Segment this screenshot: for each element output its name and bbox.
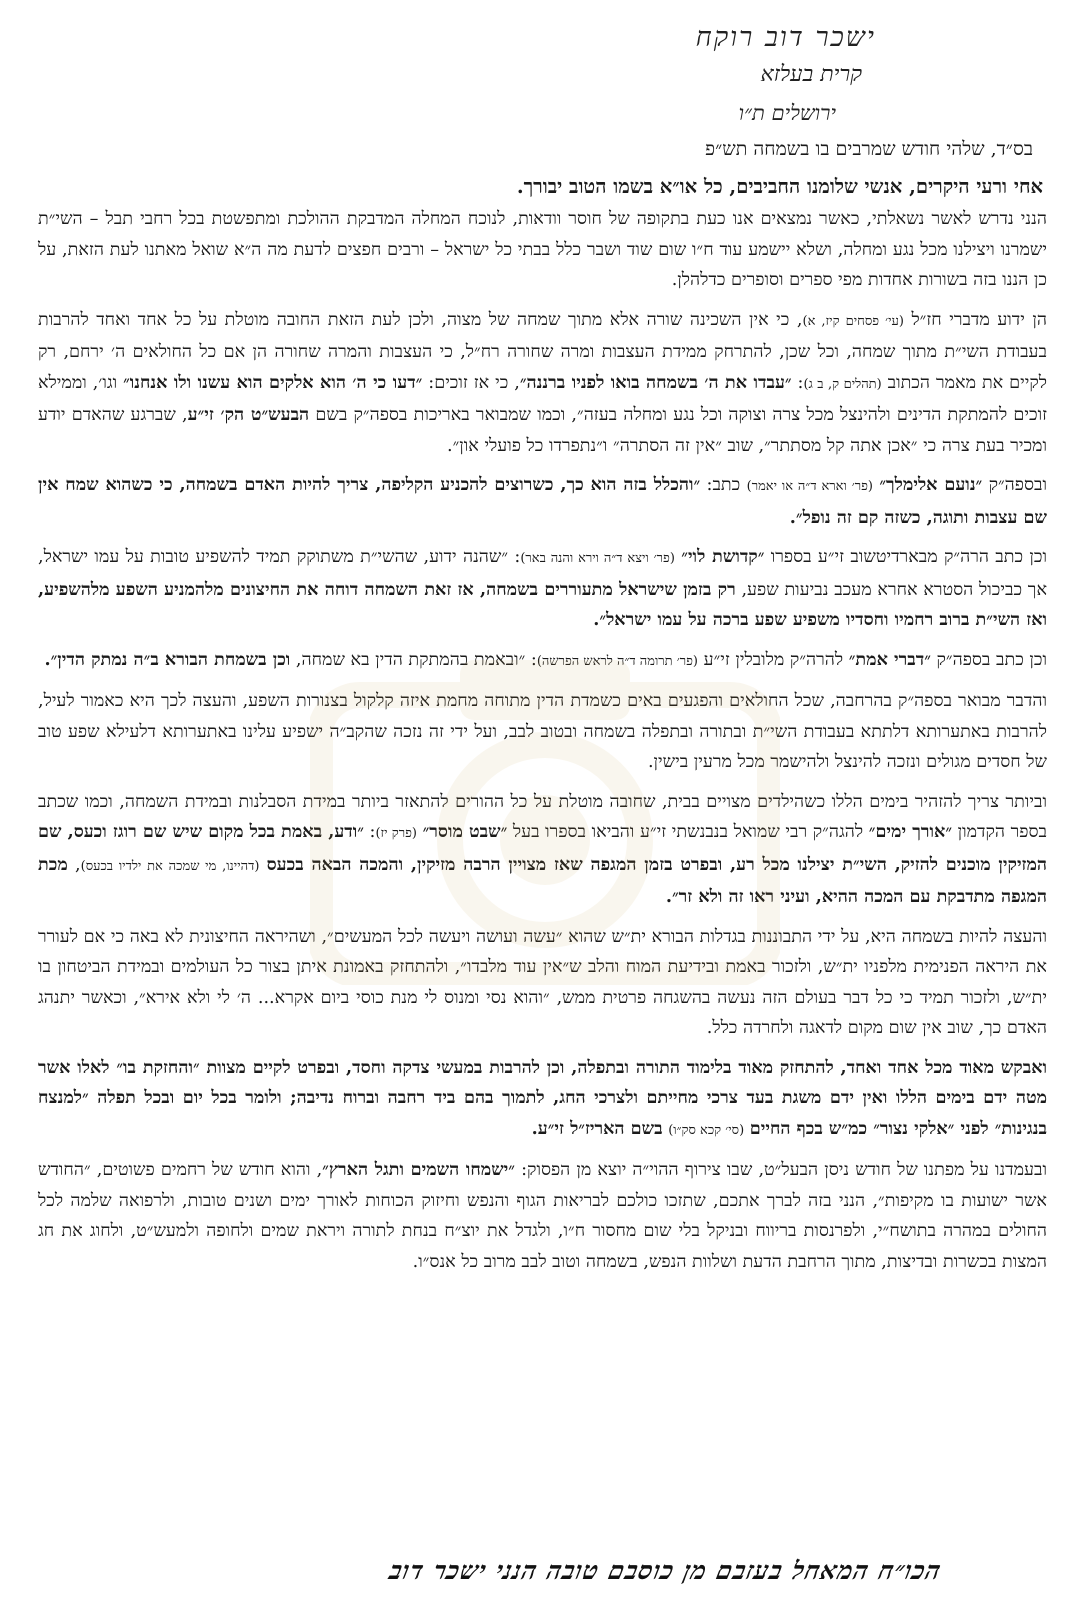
paragraph-text: להגה״ק רבי שמואל בנבנשתי זי״ע והביאו בספרו בעל bbox=[507, 822, 869, 842]
paragraph-text: הנני נדרש לאשר נשאלתי, כאשר נמצאים אנו כעת בתקופה של חוסר וודאות, לנוכח המחלה המדבקת ההולכת ומתפשטת בכל רחבי תבל – השי״ת ישמרנו ויצילנו מכל נגע ומחלה, ושלא יישמע עוד ח״ו שום שוד ושבר כלל בבתי כל ישראל – ורבים חפצים לדעת מה ה״א שואל מאתנו לעת הזאת, על כן הננו בזה בשורות אחדות מפי ספרים וסופרים כדלהלן. bbox=[38, 209, 1047, 290]
paragraph-text: , bbox=[67, 854, 81, 875]
bold-text: בשם האריז״ל זי״ע. bbox=[531, 1117, 663, 1139]
citation-text: (פרק יז) bbox=[375, 826, 417, 841]
bold-text: ״אורך ימים״ bbox=[868, 821, 952, 842]
letter-body bbox=[38, 204, 1047, 1286]
citation-text: (פר׳ וארא ד״ה או יאמר) bbox=[746, 479, 873, 494]
paragraph-text: : ״ובאמת בהמתקת הדין בא שמחה, bbox=[290, 649, 537, 670]
bold-text: ״שבט מוסר״ bbox=[422, 821, 508, 842]
paragraph-text: כתב: bbox=[700, 475, 747, 495]
signature: הכו״ח המאחל בעזבם מן כוסבם טובה הנני ישכר דוב bbox=[386, 1556, 945, 1585]
bold-text: ״קדושת לוי״ bbox=[681, 546, 765, 567]
paragraph-text: , שברגע שהאדם יודע ומכיר בעת צרה כי ״אכן אתה קל מסתתר״, שוב ״אין זה הסתרה״ ו״נתפרדו כל פועלי און״. bbox=[38, 405, 1047, 456]
bold-text: וכן בשמחת הבורא ב״ה נמתק הדין״. bbox=[44, 648, 291, 670]
bold-text: ״נועם אלימלך״ bbox=[879, 474, 983, 495]
letterhead bbox=[696, 22, 876, 126]
paragraph-text: , כי אז זוכים: bbox=[422, 372, 520, 393]
bold-text: ״דברי אמת״ bbox=[848, 648, 931, 670]
paragraph-text: ובספה״ק bbox=[982, 475, 1048, 495]
bold-text: ״ישמחו השמים ותגל הארץ״ bbox=[322, 1159, 515, 1180]
body-paragraph bbox=[38, 645, 1047, 678]
bold-text: מכת המגפה מתדבקת עם המכה ההיא, ועיני ראו זה ולא זר״. bbox=[38, 853, 1047, 907]
greeting: אחי ורעי היקרים, אנשי שלומנו החביבים, כל או״א בשמו הטוב יבורך. bbox=[516, 175, 1043, 198]
letterhead-city: ירושלים ת״ו bbox=[738, 100, 836, 125]
paragraph-text: , כי אין השכינה שורה אלא מתוך שמחה של מצוה, ולכן לעת הזאת החובה מוטלת על כל אחד ואחד להרבות בעבודת השי״ת מתוך שמחה, וכל שכן, להתרחק ממידת העצבות ומרה שחורה רח״ל, כי העצבות והמרה שחורה הן אם כל החולאים ה׳ ירחם, רק לקיים את מאמר הכתוב bbox=[38, 309, 1048, 393]
bold-text: ״והכלל בזה הוא כך, כשרוצים להכניע הקליפה, צריך להיות האדם בשמחה, כי כשהוא שמח אין שם עצבות ותוגה, כשזה קם זה נופל״. bbox=[38, 474, 1047, 528]
body-paragraph bbox=[38, 686, 1047, 778]
dateline: בס״ד, שלהי חודש שמרבים בו בשמחה תש״פ bbox=[705, 138, 1033, 160]
letterhead-name: ישכר דוב רוקח bbox=[695, 22, 876, 53]
body-paragraph bbox=[38, 542, 1047, 636]
body-paragraph bbox=[38, 305, 1047, 462]
paragraph-text: : bbox=[363, 822, 376, 842]
paragraph-text: : bbox=[791, 372, 804, 393]
paragraph-text: ובעמדנו על מפתנו של חודש ניסן הבעל״ט, שבו צירוף ההוי״ה יוצא מן הפסוק: bbox=[514, 1160, 1047, 1180]
bold-text: ״עבדו את ה׳ בשמחה בואו לפניו ברננה״ bbox=[519, 371, 792, 393]
citation-text: (עי׳ פסחים קיז, א) bbox=[802, 313, 904, 329]
body-paragraph bbox=[38, 1053, 1047, 1147]
paragraph-text: הן ידוע מדברי חז״ל bbox=[903, 309, 1047, 330]
body-paragraph bbox=[38, 1155, 1047, 1277]
paragraph-text: והדבר מבואר בספה״ק בהרחבה, שכל החולאים והפגעים באים כשמדת הדין מתוחה מחמת איזה קלקול בצנורות השפע, והעצה לכך היא כאמור לעיל, להרבות באתערותא דלתתא בעבודת השי״ת ובתורה ובתפלה בשמחה ובטוב לבב, ועל ידי זה נזכה שהקב״ה ישפיע עלינו באתערותא דלעילא שפע טוב של חסדים מגולים ונזכה להינצל ולהישמר מכל מרעין בישין. bbox=[38, 691, 1047, 772]
body-paragraph bbox=[38, 922, 1047, 1044]
citation-text: (תהלים ק, ב ג) bbox=[803, 376, 882, 392]
bold-text: רק בזמן שישראל מתעוררים בשמחה, אז זאת השמחה דוחה את החיצונים מלהמניע השפע מלהשפיע, ואז השי״ת ברוב רחמיו וחסדיו משפיע שפע ברכה על עמו ישראל״. bbox=[38, 578, 1047, 630]
paragraph-text: וביותר צריך להזהיר בימים הללו כשהילדים מצויים בבית, שחובה מוטלת על כל ההורים להתאזר ביותר במידת הסבלנות ובמידת השמחה, וכמו שכתב בספר הקדמון bbox=[38, 791, 1047, 842]
paragraph-text: וגו׳, וממילא זוכים להמתקת הדינים ולהינצל מכל צרה וצוקה וכל נגע ומחלה בעזה״, וכמו שמבואר באריכות בספה״ק בשם bbox=[38, 372, 1047, 425]
bold-text: ״ודע, באמת בכל מקום שיש שם רוגז וכעס, שם המזיקין מוכנים להזיק, השי״ת יצילנו מכל רע, ובפרט בזמן המגפה שאז מצויין הרבה מזיקין, והמכה הבאה בכעס bbox=[38, 821, 1048, 875]
paragraph-text: וכן כתב הרה״ק מבארדיטשוב זי״ע בספרו bbox=[764, 547, 1048, 567]
paragraph-text: , והוא חודש של רחמים פשוטים, ״החודש אשר ישועות בו מקיפות״, הנני בזה לברך אתכם, שתזכו כולכם לבריאות הגוף והנפש וחיזוק הכוחות לאורך ימים ושנים טובות, ולרפואה שלמה לכל החולים במהרה בתושח״י, ולפרנסות בריווח ובניקל בלי שום מחסור ח״ו, ולגדל את יוצ״ח בנחת לתורה ויראת שמים ולחופה ולמעש״ט, ולחוג את חג המצות בכשרות ובדיצות, מתוך הרחבת הדעת ושלוות הנפש, בשמחה וטוב לבב מרוב כל אנס״ו. bbox=[38, 1160, 1047, 1272]
body-paragraph bbox=[38, 787, 1047, 913]
letterhead-place: קרית בעלזא bbox=[760, 62, 862, 88]
bold-text: ״דעו כי ה׳ הוא אלקים הוא עשנו ולו אנחנו״ bbox=[123, 371, 423, 393]
paragraph-text bbox=[259, 855, 266, 875]
citation-text: (פר׳ תרומה ד״ה לראש הפרשה) bbox=[536, 653, 699, 669]
body-paragraph bbox=[38, 204, 1047, 296]
citation-text: (דהיינו, מי שמכה את ילדיו בכעס) bbox=[80, 858, 260, 874]
citation-text: (פר׳ ויצא ד״ה וירא והנה באר) bbox=[520, 551, 675, 566]
bold-text: ואבקש מאוד מכל אחד ואחד, להתחזק מאוד בלימוד התורה ובתפלה, וכן להרבות במעשי צדקה וחסד, ובפרט לקיים מצוות ״והחזקת בו״ לאלו אשר מטה ידם בימים הללו ואין ידם משגת בעד צרכי מחייתם ולצרכי החג, לתמוך בהם ביד רחבה וברוח נדיבה; ולומר בכל יום ובכל תפלה ״למנצח בנגינות״ לפני ״אלקי נצור״ כמ״ש בכף החיים bbox=[38, 1056, 1047, 1139]
paragraph-text: והעצה להיות בשמחה היא, על ידי התבוננות בגדלות הבורא ית״ש שהוא ״עשה ועושה ויעשה לכל המעשים״, ושהיראה החיצונית לא באה כי אם לעורר את היראה הפנימית מלפניו ית״ש, ולזכור באמת ובידיעת המוח והלב ש״אין עוד מלבדו״, ולהתחזק באמונת איתן בצור כל העולמים ובמידת הביטחון בו ית״ש, ולזכור תמיד כי כל דבר בעולם הזה נעשה בהשגחה פרטית ממש, ״והוא נסי ומנוס לי מנת כוסי ביום אקרא... ה׳ לי ולא אירא״, וכאשר יתנהג האדם כך, שוב אין שום מקום לדאגה ולחרדה כלל. bbox=[38, 926, 1047, 1038]
body-paragraph bbox=[38, 470, 1047, 533]
paragraph-text: להרה״ק מלובלין זי״ע bbox=[698, 649, 849, 670]
paragraph-text: וכן כתב בספה״ק bbox=[930, 649, 1047, 670]
paragraph-text: : ״שהנה ידוע, שהשי״ת משתוקק תמיד להשפיע טובות על עמו ישראל, אך כביכול הסטרא אחרא מעכב נביעות שפע, bbox=[38, 547, 1048, 600]
citation-text: (סי׳ קכא סק״ו) bbox=[668, 1122, 745, 1138]
bold-text: הבעש״ט הק׳ זי״ע bbox=[187, 404, 310, 425]
